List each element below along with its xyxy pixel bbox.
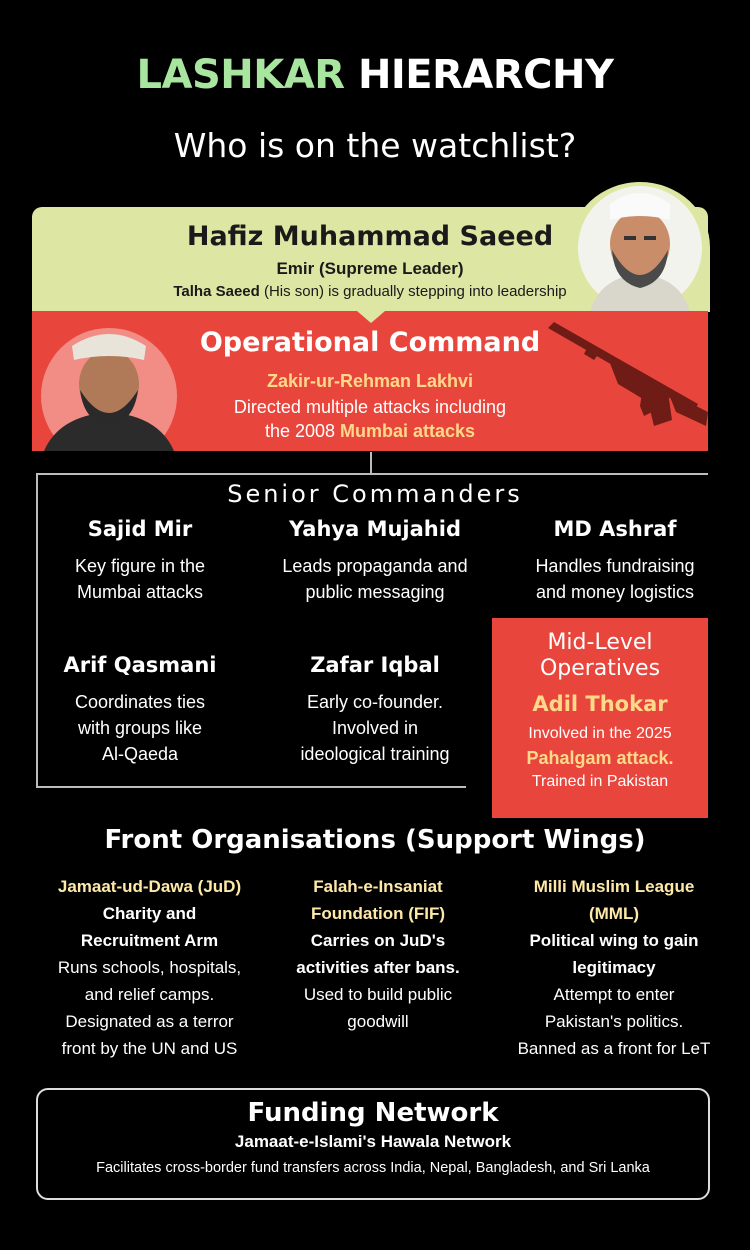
org-desc-line: Banned as a front for LeT xyxy=(517,1039,711,1058)
org-name: Falah-e-Insaniat xyxy=(313,877,443,896)
org-desc-line: Used to build public xyxy=(303,985,453,1004)
org-desc-line: Designated as a terror xyxy=(65,1012,234,1031)
leader-note-name: Talha Saeed xyxy=(173,283,260,300)
funding-network-desc: Facilitates cross-border fund transfers across India, Nepal, Bangladesh, and Sri Lanka xyxy=(96,1160,650,1176)
commander-name: Arif Qasmani xyxy=(63,653,217,677)
rifle-icon xyxy=(548,308,710,450)
mid-level-title-line: Operatives xyxy=(539,656,661,681)
commander-desc-line: Key figure in the xyxy=(74,556,206,576)
commander-card xyxy=(260,517,490,605)
org-desc-line: Runs schools, hospitals, xyxy=(57,958,242,977)
commander-desc-line: Early co-founder. xyxy=(306,692,444,712)
org-strong-line: Political wing to gain xyxy=(529,931,699,950)
leader-name: Hafiz Muhammad Saeed xyxy=(186,221,554,252)
org-name: Milli Muslim League xyxy=(533,877,695,896)
commander-desc xyxy=(260,553,490,605)
commander-name: MD Ashraf xyxy=(553,517,677,541)
commander-card xyxy=(275,653,475,767)
connector-left-side xyxy=(36,473,38,787)
org-strong-line: Recruitment Arm xyxy=(80,931,219,950)
org-desc-line: and relief camps. xyxy=(84,985,215,1004)
commander-desc-line: Handles fundraising xyxy=(535,556,695,576)
connector-bottom xyxy=(36,786,466,788)
org-card xyxy=(488,873,740,1062)
org-card xyxy=(22,873,277,1062)
mid-level-desc-line: Involved in the 2025 xyxy=(528,725,672,742)
mid-level-name: Adil Thokar xyxy=(532,692,668,716)
operational-portrait xyxy=(34,316,184,451)
connector-vertical-main xyxy=(370,452,372,474)
connector-horizontal-top xyxy=(36,473,708,475)
funding-network-box xyxy=(36,1088,710,1200)
operational-command-name: Zakir-ur-Rehman Lakhvi xyxy=(266,371,474,391)
mid-level-box xyxy=(492,618,708,818)
commander-desc-line: ideological training xyxy=(300,744,450,764)
ops-desc-pre: the 2008 xyxy=(264,421,341,441)
commander-desc-line: Mumbai attacks xyxy=(76,582,204,602)
org-name: Foundation (FIF) xyxy=(310,904,446,923)
org-desc-line: Pakistan's politics. xyxy=(544,1012,684,1031)
commander-desc-line: Leads propaganda and xyxy=(282,556,468,576)
commander-desc-line: with groups like xyxy=(77,718,203,738)
commander-name: Sajid Mir xyxy=(87,517,193,541)
org-strong-line: Charity and xyxy=(102,904,197,923)
mid-level-desc-line: Trained in Pakistan xyxy=(531,773,669,790)
commander-desc-line: Involved in xyxy=(331,718,419,738)
funding-network-title: Funding Network xyxy=(247,1098,499,1128)
ops-desc-line1: Directed multiple attacks including xyxy=(233,397,507,417)
page-subtitle: Who is on the watchlist? xyxy=(173,126,577,165)
org-strong-line: Carries on JuD's xyxy=(310,931,446,950)
org-name: Jamaat-ud-Dawa (JuD) xyxy=(57,877,242,896)
commander-desc xyxy=(40,689,240,767)
commander-desc-line: public messaging xyxy=(305,582,445,602)
commander-card xyxy=(505,517,725,605)
commander-desc-line: and money logistics xyxy=(535,582,695,602)
commander-desc xyxy=(275,689,475,767)
commander-card xyxy=(40,517,240,605)
funding-network-subtitle: Jamaat-e-Islami's Hawala Network xyxy=(234,1132,512,1151)
operational-command-title: Operational Command xyxy=(199,327,541,358)
mid-level-title xyxy=(492,630,708,682)
leader-portrait-image xyxy=(570,182,710,312)
org-desc-line: Attempt to enter xyxy=(553,985,675,1004)
org-card xyxy=(272,873,484,1035)
leader-pointer xyxy=(357,311,385,323)
org-name: (MML) xyxy=(588,904,640,923)
leader-role: Emir (Supreme Leader) xyxy=(276,259,464,278)
mid-level-title-line: Mid-Level xyxy=(547,630,653,655)
commander-card xyxy=(40,653,240,767)
org-strong-line: legitimacy xyxy=(572,958,656,977)
commander-name: Yahya Mujahid xyxy=(289,517,461,541)
senior-commanders-title: Senior Commanders xyxy=(227,480,523,508)
org-desc-line: front by the UN and US xyxy=(61,1039,238,1058)
commander-desc xyxy=(505,553,725,605)
front-organisations-title: Front Organisations (Support Wings) xyxy=(104,825,646,855)
mid-level-desc xyxy=(492,722,708,794)
mid-level-desc-highlight: Pahalgam attack. xyxy=(526,748,674,768)
org-strong-line: activities after bans. xyxy=(296,958,460,977)
operational-portrait-image xyxy=(34,316,184,451)
commander-desc-line: Coordinates ties xyxy=(74,692,206,712)
title-hierarchy: HIERARCHY xyxy=(357,52,614,98)
title-lashkar: LASHKAR xyxy=(136,52,345,98)
commander-desc-line: Al-Qaeda xyxy=(101,744,179,764)
leader-portrait xyxy=(570,182,710,312)
ops-desc-highlight: Mumbai attacks xyxy=(340,421,476,441)
page-title xyxy=(0,52,750,98)
commander-desc xyxy=(40,553,240,605)
commander-name: Zafar Iqbal xyxy=(310,653,440,677)
org-desc-line: goodwill xyxy=(347,1012,409,1031)
leader-note-rest: (His son) is gradually stepping into leadership xyxy=(259,283,567,300)
